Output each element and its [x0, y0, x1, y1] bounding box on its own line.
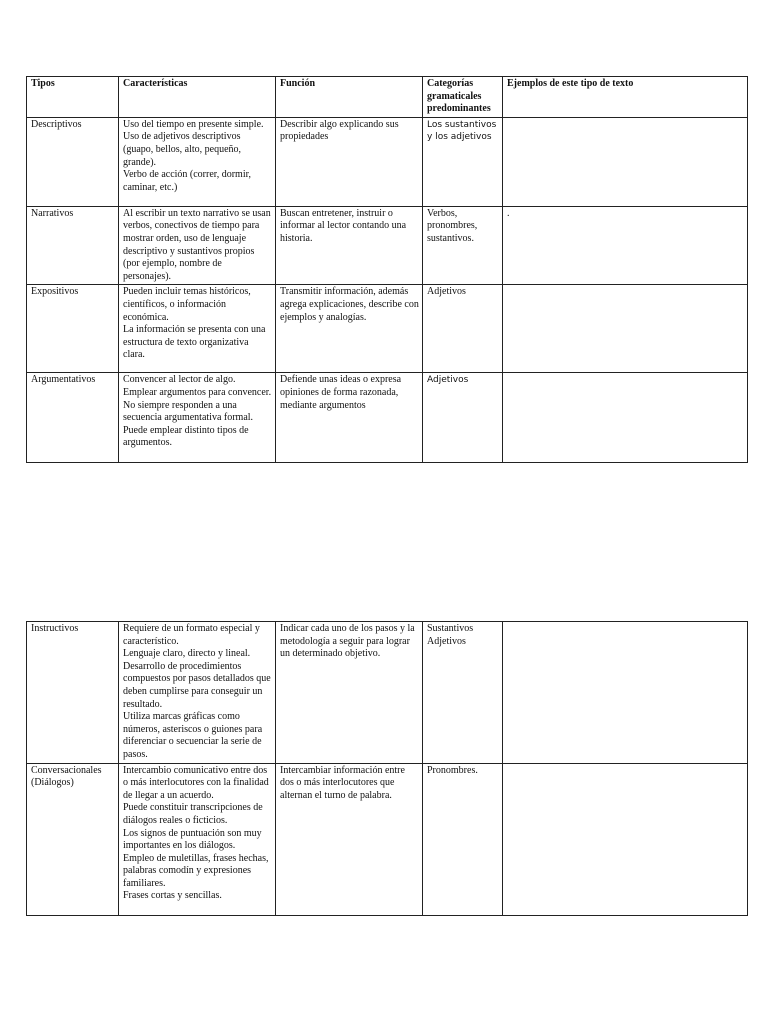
ejemplos-cell — [503, 763, 748, 915]
funcion-cell: Defiende unas ideas o expresa opiniones de forma razonada, mediante argumentos — [276, 373, 423, 463]
header-tipos: Tipos — [27, 77, 119, 118]
categorias-cell: Verbos, pronombres, sustantivos. — [423, 206, 503, 285]
tipo-cell: Instructivos — [27, 622, 119, 764]
caracteristicas-cell — [119, 206, 276, 285]
header-ejemplos: Ejemplos de este tipo de texto — [503, 77, 748, 118]
categorias-cell: Los sustantivos y los adjetivos — [423, 117, 503, 206]
caracteristicas-cell — [119, 763, 276, 915]
funcion-cell: Intercambiar información entre dos o más interlocutores que alternan el turno de palabra. — [276, 763, 423, 915]
caracteristicas-cell — [119, 622, 276, 764]
table-row — [27, 206, 748, 285]
caracteristica-line: Puede emplear distinto tipos de argumentos. — [123, 424, 249, 449]
caracteristica-line: Uso de adjetivos descriptivos (guapo, bellos, alto, pequeño, grande). — [123, 131, 242, 168]
caracteristica-line: Lenguaje claro, directo y lineal. — [123, 648, 251, 660]
header-categorias: Categorías gramaticales predominantes — [423, 77, 503, 118]
categorias-cell: Pronombres. — [423, 763, 503, 915]
tipo-cell: Expositivos — [27, 285, 119, 373]
caracteristica-line: Empleo de muletillas, frases hechas, palabras comodín y expresiones familiares. — [123, 852, 269, 889]
caracteristica-line: Desarrollo de procedimientos compuestos por pasos detallados que deben cumplirse para conseguir un resultado. — [123, 660, 271, 710]
funcion-cell: Indicar cada uno de los pasos y la metodología a seguir para lograr un determinado objetivo. — [276, 622, 423, 764]
caracteristica-line: Frases cortas y sencillas. — [123, 890, 222, 902]
caracteristicas-cell — [119, 373, 276, 463]
caracteristica-line: Requiere de un formato especial y característico. — [123, 623, 260, 647]
table-row — [27, 117, 748, 206]
caracteristica-line: Los signos de puntuación son muy importantes en los diálogos. — [123, 827, 262, 852]
text-types-table-1 — [26, 76, 748, 463]
ejemplos-cell — [503, 285, 748, 373]
caracteristica-line: No siempre responden a una secuencia argumentativa formal. — [123, 399, 254, 424]
table-row — [27, 763, 748, 915]
caracteristicas-cell — [119, 285, 276, 373]
ejemplos-cell — [503, 117, 748, 206]
table-row — [27, 285, 748, 373]
categorias-cell: Adjetivos — [423, 373, 503, 463]
ejemplos-cell — [503, 373, 748, 463]
funcion-cell: Transmitir información, además agrega explicaciones, describe con ejemplos y analogías. — [276, 285, 423, 373]
tipo-cell: Narrativos — [27, 206, 119, 285]
caracteristicas-cell — [119, 117, 276, 206]
header-row — [27, 77, 748, 118]
text-types-table-2 — [26, 621, 748, 916]
caracteristica-line: Uso del tiempo en presente simple. — [123, 118, 264, 130]
table-row — [27, 373, 748, 463]
categorias-cell: Sustantivos Adjetivos — [423, 622, 503, 764]
table-row — [27, 622, 748, 764]
caracteristica-line: Verbo de acción (correr, dormir, caminar, etc.) — [123, 169, 252, 193]
caracteristica-line: Puede constituir transcripciones de diálogos reales o ficticios. — [123, 802, 263, 826]
caracteristica-line: Convencer al lector de algo. — [123, 374, 236, 386]
funcion-cell: Describir algo explicando sus propiedades — [276, 117, 423, 206]
tipo-cell: Conversacionales (Diálogos) — [27, 763, 119, 915]
caracteristica-line: Utiliza marcas gráficas como números, asteriscos o guiones para diferenciar o secuenciar la serie de pasos. — [123, 711, 263, 760]
caracteristica-line: Intercambio comunicativo entre dos o más interlocutores con la finalidad de llegar a un acuerdo. — [123, 764, 269, 801]
caracteristica-line: Al escribir un texto narrativo se usan verbos, conectivos de tiempo para mostrar orden, uso de lenguaje descriptivo y sustantivos propios (por ejemplo, nombre de personajes). — [123, 207, 271, 282]
header-funcion: Función — [276, 77, 423, 118]
ejemplos-cell: . — [503, 206, 748, 285]
caracteristica-line: Pueden incluir temas históricos, científicos, o información económica. — [123, 286, 251, 323]
tipo-cell: Descriptivos — [27, 117, 119, 206]
caracteristica-line: Emplear argumentos para convencer. — [123, 386, 272, 398]
funcion-cell: Buscan entretener, instruir o informar al lector contando una historia. — [276, 206, 423, 285]
header-caracteristicas: Características — [119, 77, 276, 118]
categorias-cell: Adjetivos — [423, 285, 503, 373]
caracteristica-line: La información se presenta con una estructura de texto organizativa clara. — [123, 324, 266, 361]
tipo-cell: Argumentativos — [27, 373, 119, 463]
ejemplos-cell — [503, 622, 748, 764]
